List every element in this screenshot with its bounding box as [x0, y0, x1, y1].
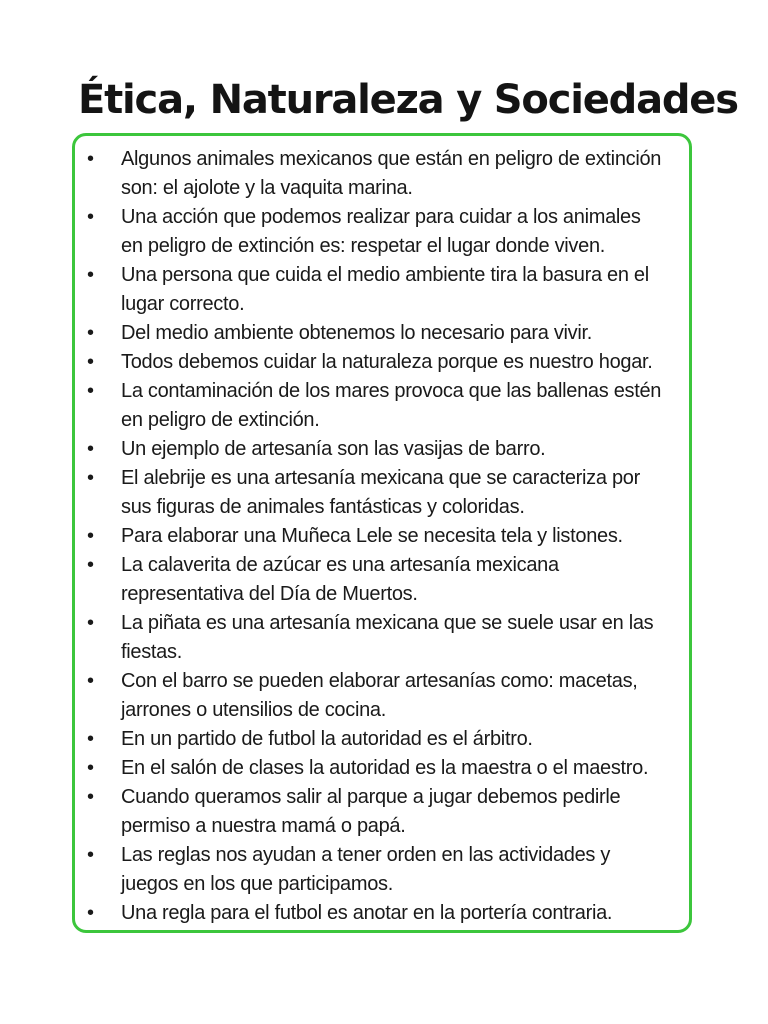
bullet-icon: • — [87, 264, 94, 286]
list-item — [87, 145, 667, 203]
list-item-text: Una regla para el futbol es anotar en la portería contraria. — [121, 902, 613, 924]
page-title: Ética, Naturaleza y Sociedades — [78, 77, 738, 123]
list-item-text: Las reglas nos ayudan a tener orden en las actividades y juegos en los que participamos. — [121, 844, 611, 895]
bullet-list — [87, 145, 667, 928]
bullet-icon: • — [87, 902, 94, 924]
list-item — [87, 783, 667, 841]
bullet-icon: • — [87, 322, 94, 344]
list-item — [87, 522, 667, 551]
list-item — [87, 261, 667, 319]
list-item — [87, 899, 667, 928]
bullet-icon: • — [87, 670, 94, 692]
list-item-text: Para elaborar una Muñeca Lele se necesita tela y listones. — [121, 525, 623, 547]
list-item-text: Una acción que podemos realizar para cuidar a los animales en peligro de extinción es: respetar el lugar donde viven. — [121, 206, 641, 257]
bullet-icon: • — [87, 206, 94, 228]
list-item-text: Del medio ambiente obtenemos lo necesario para vivir. — [121, 322, 593, 344]
bullet-icon: • — [87, 554, 94, 576]
summary-box — [72, 133, 692, 933]
list-item — [87, 435, 667, 464]
list-item-text: Cuando queramos salir al parque a jugar debemos pedirle permiso a nuestra mamá o papá. — [121, 786, 621, 837]
list-item-text: Un ejemplo de artesanía son las vasijas de barro. — [121, 438, 546, 460]
list-item-text: La piñata es una artesanía mexicana que se suele usar en las fiestas. — [121, 612, 654, 663]
list-item — [87, 754, 667, 783]
bullet-icon: • — [87, 525, 94, 547]
list-item-text: En el salón de clases la autoridad es la maestra o el maestro. — [121, 757, 649, 779]
bullet-icon: • — [87, 612, 94, 634]
bullet-icon: • — [87, 380, 94, 402]
list-item-text: La calaverita de azúcar es una artesanía mexicana representativa del Día de Muertos. — [121, 554, 559, 605]
list-item — [87, 377, 667, 435]
bullet-icon: • — [87, 844, 94, 866]
list-item-text: Algunos animales mexicanos que están en peligro de extinción son: el ajolote y la vaquita marina. — [121, 148, 662, 199]
list-item — [87, 667, 667, 725]
bullet-icon: • — [87, 757, 94, 779]
bullet-icon: • — [87, 467, 94, 489]
list-item-text: Todos debemos cuidar la naturaleza porque es nuestro hogar. — [121, 351, 653, 373]
list-item-text: La contaminación de los mares provoca que las ballenas estén en peligro de extinción. — [121, 380, 662, 431]
list-item-text: Con el barro se pueden elaborar artesanías como: macetas, jarrones o utensilios de cocina. — [121, 670, 638, 721]
list-item — [87, 725, 667, 754]
bullet-icon: • — [87, 438, 94, 460]
list-item — [87, 348, 667, 377]
list-item — [87, 609, 667, 667]
list-item — [87, 203, 667, 261]
list-item-text: Una persona que cuida el medio ambiente tira la basura en el lugar correcto. — [121, 264, 649, 315]
list-item — [87, 841, 667, 899]
list-item-text: En un partido de futbol la autoridad es el árbitro. — [121, 728, 533, 750]
list-item-text: El alebrije es una artesanía mexicana que se caracteriza por sus figuras de animales fantásticas y coloridas. — [121, 467, 640, 518]
bullet-icon: • — [87, 148, 94, 170]
bullet-icon: • — [87, 728, 94, 750]
bullet-icon: • — [87, 786, 94, 808]
bullet-icon: • — [87, 351, 94, 373]
list-item — [87, 551, 667, 609]
list-item — [87, 319, 667, 348]
list-item — [87, 464, 667, 522]
